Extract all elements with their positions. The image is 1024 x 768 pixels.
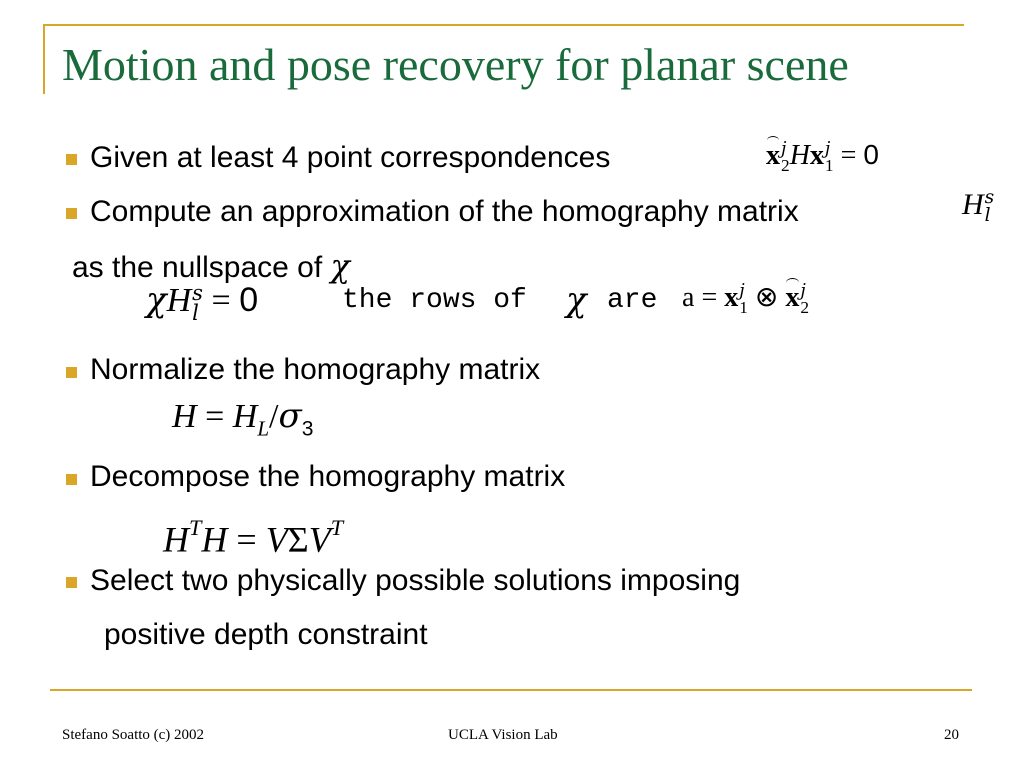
eq1-H: H bbox=[789, 140, 810, 171]
bullet-2-text: Compute an approximation of the homography matrix bbox=[90, 195, 799, 228]
chi-symbol: χ bbox=[330, 247, 350, 285]
equation-svd: $H^TH = V\Sigma V^T$ bbox=[163, 515, 344, 560]
bullet-3-text: Normalize the homography matrix bbox=[90, 353, 541, 386]
slide-title: Motion and pose recovery for planar scene bbox=[62, 39, 849, 90]
footer-lab: UCLA Vision Lab bbox=[448, 727, 558, 743]
bullet-marker-1 bbox=[66, 154, 77, 165]
frame-top-line bbox=[43, 24, 964, 26]
bullet-4-text: Decompose the homography matrix bbox=[90, 460, 566, 493]
bullet-marker-3 bbox=[66, 367, 77, 378]
equation-homography-symbol: H s l bbox=[962, 187, 995, 227]
footer-author: Stefano Soatto (c) 2002 bbox=[62, 727, 205, 743]
eq1-x1: x bbox=[809, 140, 824, 171]
eq1-x2: x bbox=[766, 140, 780, 171]
frame-left-line bbox=[43, 24, 45, 94]
equation-epipolar-homography: x j 2 Hx j 1 = 0 bbox=[766, 139, 879, 175]
bullet-2-continuation: as the nullspace of χ bbox=[72, 247, 350, 285]
footer-divider bbox=[50, 689, 972, 691]
rows-of-text: the rows of bbox=[342, 285, 527, 316]
bullet-marker-4 bbox=[66, 474, 77, 485]
equation-normalize: $H = H_L/\sigma_3$ bbox=[172, 396, 314, 441]
equation-kronecker-row: a = x j 1 ⊗ x j 2 bbox=[682, 281, 810, 317]
bullet-5-text: Select two physically possible solutions imposing bbox=[90, 564, 741, 597]
bullet-marker-2 bbox=[66, 208, 77, 219]
chi-symbol-rows: χ bbox=[566, 280, 587, 320]
bullet-5-continuation: positive depth constraint bbox=[104, 618, 428, 651]
equation-nullspace: χH s l = 0 bbox=[146, 280, 259, 326]
bullet-marker-5 bbox=[66, 577, 77, 588]
footer-page-number: 20 bbox=[944, 727, 959, 743]
are-text: are bbox=[607, 285, 658, 316]
bullet-1-text: Given at least 4 point correspondences bbox=[90, 141, 611, 174]
